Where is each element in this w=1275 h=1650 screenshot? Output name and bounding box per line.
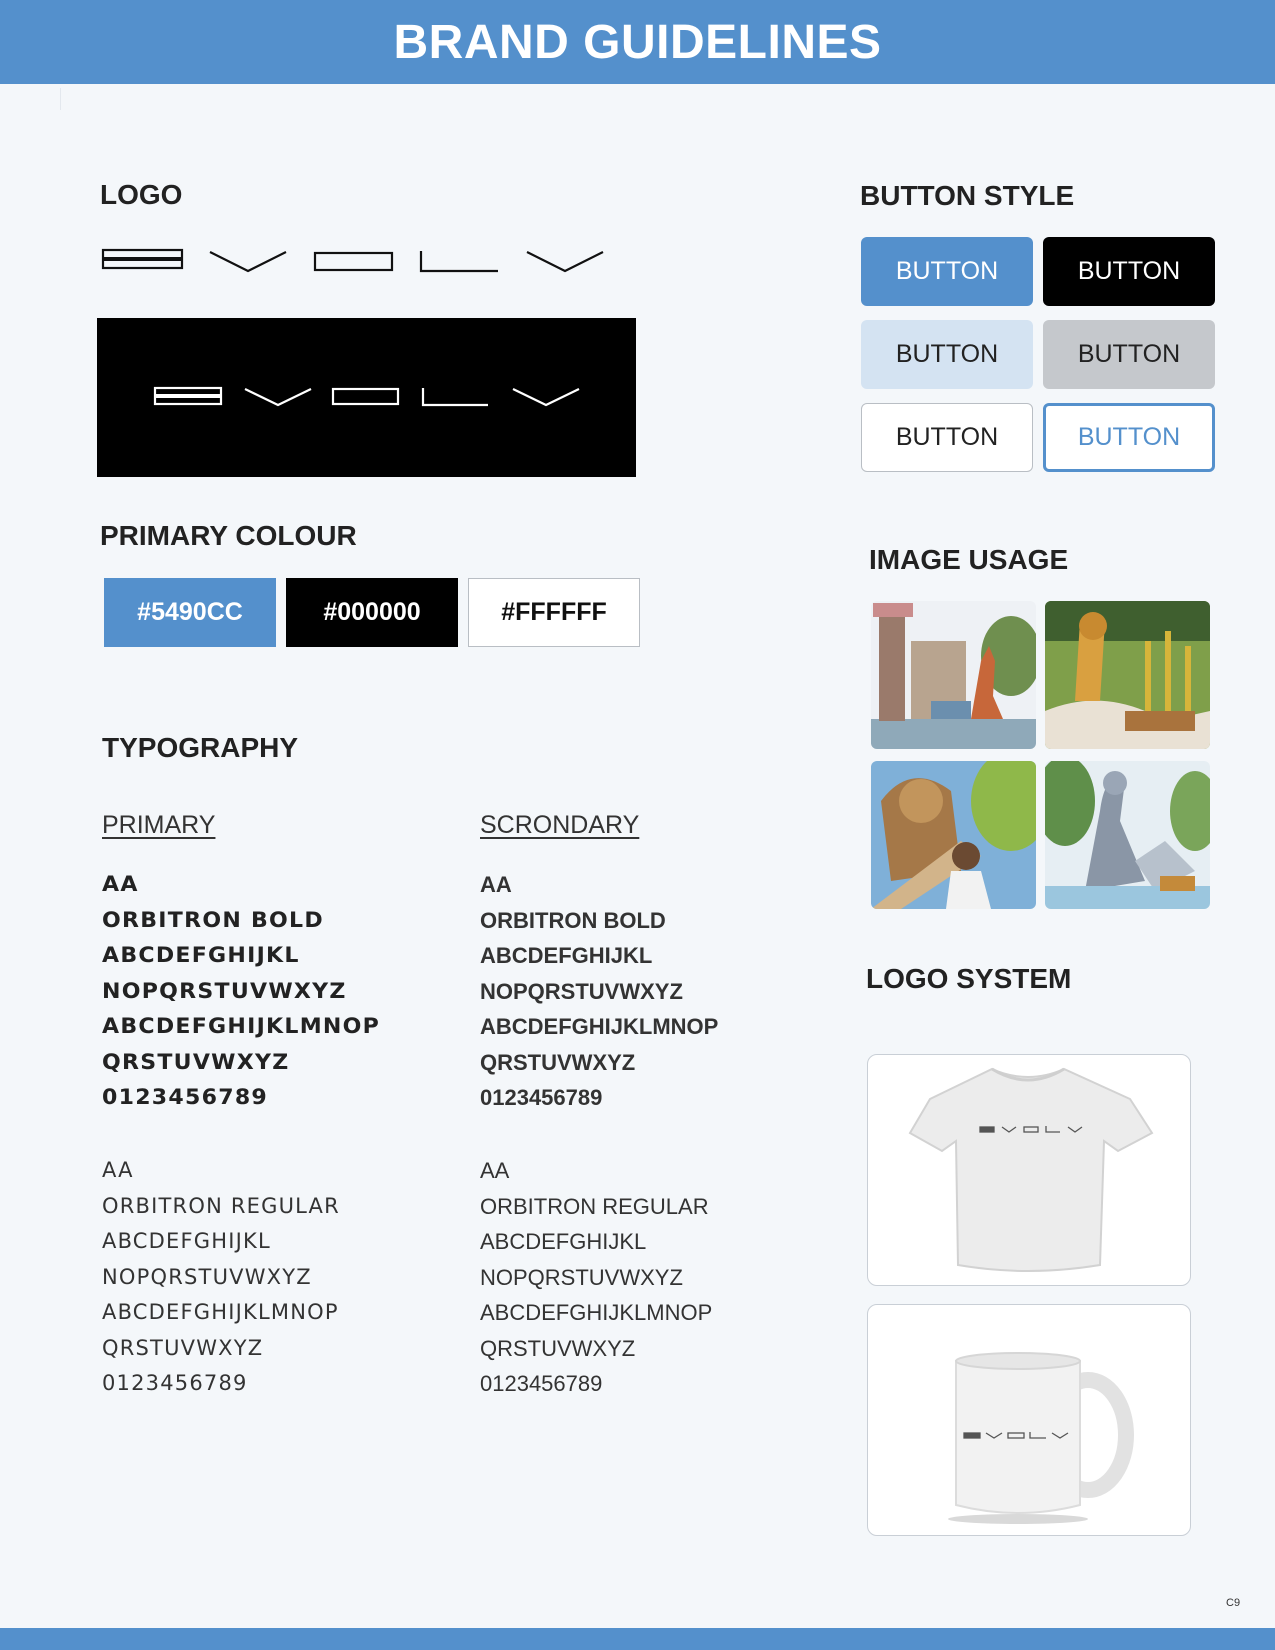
button-filled-blue[interactable]: BUTTON [861, 237, 1033, 306]
swatch-label: #5490CC [137, 598, 243, 626]
button-style-title: BUTTON STYLE [860, 180, 1075, 211]
primary-regular-specimen [102, 1153, 340, 1402]
playground-kangaroo-photo [871, 601, 1036, 749]
swatch-black [286, 578, 458, 647]
specimen-line: NOPQRSTUVWXYZ [102, 978, 347, 1003]
specimen-line: ABCDEFGHIJKL [102, 943, 300, 967]
specimen-line: ABCDEFGHIJKLMNOP [480, 1300, 713, 1325]
footer-bar [0, 1628, 1275, 1650]
page-title: BRAND GUIDELINES [393, 15, 882, 69]
tshirt-icon [868, 1055, 1191, 1286]
specimen-line: AA [102, 872, 139, 896]
swatch-blue [104, 578, 276, 647]
image-usage-title: IMAGE USAGE [869, 544, 1069, 575]
specimen-line: ORBITRON REGULAR [102, 1193, 340, 1218]
divider [60, 88, 61, 110]
logo-section-title: LOGO [100, 179, 183, 210]
secondary-bold-specimen [480, 867, 718, 1116]
specimen-line: ABCDEFGHIJKL [480, 1229, 647, 1254]
swatch-label: #FFFFFF [501, 598, 607, 626]
specimen-line: ABCDEFGHIJKLMNOP [102, 1300, 339, 1324]
specimen-line: ABCDEFGHIJKLMNOP [480, 1014, 719, 1039]
specimen-line: ABCDEFGHIJKL [480, 943, 653, 968]
specimen-line: NOPQRSTUVWXYZ [480, 978, 683, 1004]
specimen-line: AA [480, 872, 512, 897]
specimen-line: QRSTUVWXYZ [102, 1049, 290, 1074]
primary-font-heading: PRIMARY [102, 811, 216, 839]
button-light-blue[interactable]: BUTTON [861, 320, 1033, 389]
page-number: C9 [1226, 1597, 1241, 1609]
secondary-regular-specimen [480, 1153, 712, 1402]
primary-colour-title: PRIMARY COLOUR [100, 520, 357, 551]
button-filled-black[interactable]: BUTTON [1043, 237, 1215, 306]
specimen-line: 0123456789 [480, 1371, 603, 1396]
playground-lion-slide-photo [871, 761, 1036, 909]
logo-on-black [97, 318, 636, 477]
specimen-line: 0123456789 [102, 1371, 248, 1395]
primary-bold-specimen [102, 867, 381, 1116]
specimen-line: NOPQRSTUVWXYZ [480, 1264, 683, 1290]
button-grey[interactable]: BUTTON [1043, 320, 1215, 389]
specimen-line: ABCDEFGHIJKLMNOP [102, 1014, 381, 1038]
specimen-line: QRSTUVWXYZ [102, 1335, 264, 1360]
evolv-logo-icon [100, 246, 610, 276]
page-header [0, 0, 1275, 84]
specimen-line: ORBITRON BOLD [102, 907, 324, 932]
specimen-line: QRSTUVWXYZ [480, 1335, 636, 1361]
specimen-line: 0123456789 [480, 1085, 603, 1110]
tshirt-mockup [867, 1054, 1191, 1286]
mug-mockup [867, 1304, 1191, 1536]
specimen-line: AA [102, 1158, 134, 1182]
swatch-white [468, 578, 640, 647]
logo-system-title: LOGO SYSTEM [866, 963, 1072, 994]
mug-icon [868, 1305, 1191, 1536]
specimen-line: QRSTUVWXYZ [480, 1049, 636, 1075]
evolv-logo-white-icon [153, 384, 583, 414]
button-outline-blue[interactable]: BUTTON [1043, 403, 1215, 472]
specimen-line: ORBITRON REGULAR [480, 1193, 709, 1219]
specimen-line: AA [480, 1158, 510, 1183]
typography-title: TYPOGRAPHY [102, 732, 299, 763]
playground-bird-slide-photo [1045, 761, 1210, 909]
secondary-font-heading: SCRONDARY [480, 811, 640, 839]
specimen-line: ORBITRON BOLD [480, 907, 666, 933]
playground-giraffe-photo [1045, 601, 1210, 749]
swatch-label: #000000 [323, 598, 421, 626]
specimen-line: 0123456789 [102, 1085, 269, 1109]
specimen-line: NOPQRSTUVWXYZ [102, 1264, 312, 1289]
specimen-line: ABCDEFGHIJKL [102, 1229, 271, 1253]
button-outline-grey[interactable]: BUTTON [861, 403, 1033, 472]
